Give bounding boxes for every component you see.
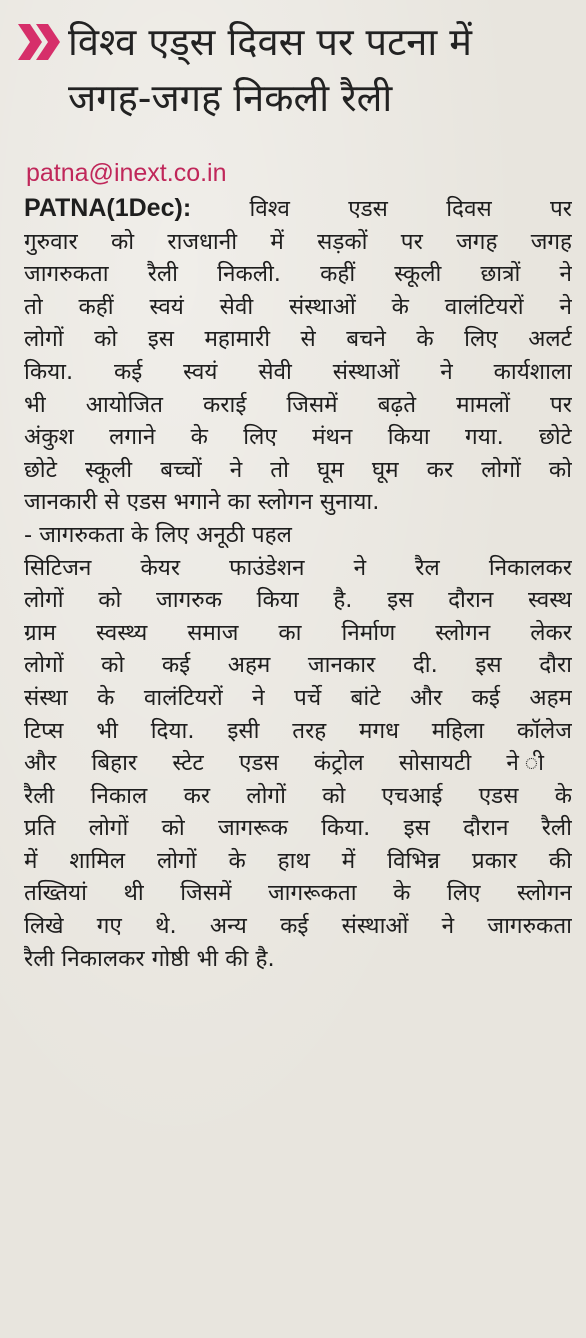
- paragraph-2-line-13: रैली निकालकर गोष्ठी भी की है.: [24, 945, 275, 972]
- paragraph-2-line-8: रैली निकाल कर लोगों को एचआई एडस के: [24, 782, 572, 809]
- byline-email[interactable]: patna@inext.co.in: [26, 159, 227, 187]
- headline-text: [68, 14, 472, 126]
- headline-line-2: जगह-जगह निकली रैली: [68, 76, 393, 120]
- headline: [18, 14, 572, 126]
- first-line: [24, 192, 572, 226]
- paragraph-1-line-7: भी आयोजित कराई जिसमें बढ़ते मामलों पर: [24, 391, 572, 418]
- paragraph-2-line-9: प्रति लोगों को जागरूक किया. इस दौरान रैली: [24, 815, 572, 842]
- paragraph-2-line-1: सिटिजन केयर फाउंडेशन ने रैल निकालकर: [24, 554, 572, 581]
- paragraph-1-line-5: लोगों को इस महामारी से बचने के लिए अलर्ट: [24, 326, 572, 353]
- headline-line-1: विश्व एड्स दिवस पर पटना में: [68, 20, 473, 64]
- paragraph-1-line-4: तो कहीं स्वयं सेवी संस्थाओं के वालंटियरों ने: [24, 293, 572, 320]
- paragraph-1-line-9: छोटे स्कूली बच्चों ने तो घूम घूम कर लोगों को: [24, 456, 572, 483]
- subheading: - जागरुकता के लिए अनूठी पहल: [24, 521, 292, 548]
- article-body: [18, 192, 572, 975]
- paragraph-1-line-8: अंकुश लगाने के लिए मंथन किया गया. छोटे: [24, 424, 572, 451]
- paragraph-2-line-12: लिखे गए थे. अन्य कई संस्थाओं ने जागरुकता: [24, 913, 572, 940]
- paragraph-2-line-6: टिप्स भी दिया. इसी तरह मगध महिला कॉलेज: [24, 717, 572, 744]
- dateline: PATNA(1Dec):: [24, 194, 192, 222]
- paragraph-2-line-2: लोगों को जागरुक किया है. इस दौरान स्वस्थ: [24, 587, 572, 614]
- paragraph-1-line-3: जागरुकता रैली निकली. कहीं स्कूली छात्रों ने: [24, 261, 572, 288]
- paragraph-2-line-3: ग्राम स्वस्थ्य समाज का निर्माण स्लोगन लेकर: [24, 619, 572, 646]
- double-chevron-icon: [18, 22, 62, 72]
- paragraph-2-line-4: लोगों को कई अहम जानकार दी. इस दौरा: [24, 652, 572, 679]
- paragraph-1-line-1: विश्व एडस दिवस पर: [249, 196, 572, 222]
- paragraph-2-line-11: तख्तियां थी जिसमें जागरूकता के लिए स्लोगन: [24, 880, 572, 907]
- paragraph-1-line-6: किया. कई स्वयं सेवी संस्थाओं ने कार्यशाला: [24, 358, 572, 385]
- paragraph-2-line-10: में शामिल लोगों के हाथ में विभिन्न प्रकार की: [24, 847, 572, 874]
- paragraph-1-line-10: जानकारी से एडस भगाने का स्लोगन सुनाया.: [24, 489, 380, 516]
- paragraph-2-line-5: संस्था के वालंटियरों ने पर्चे बांटे और कई अहम: [24, 684, 572, 711]
- paragraph-2-line-7: और बिहार स्टेट एडस कंट्रोल सोसायटी ने ी: [24, 750, 572, 777]
- paragraph-1-line-2: गुरुवार को राजधानी में सड़कों पर जगह जगह: [24, 228, 572, 255]
